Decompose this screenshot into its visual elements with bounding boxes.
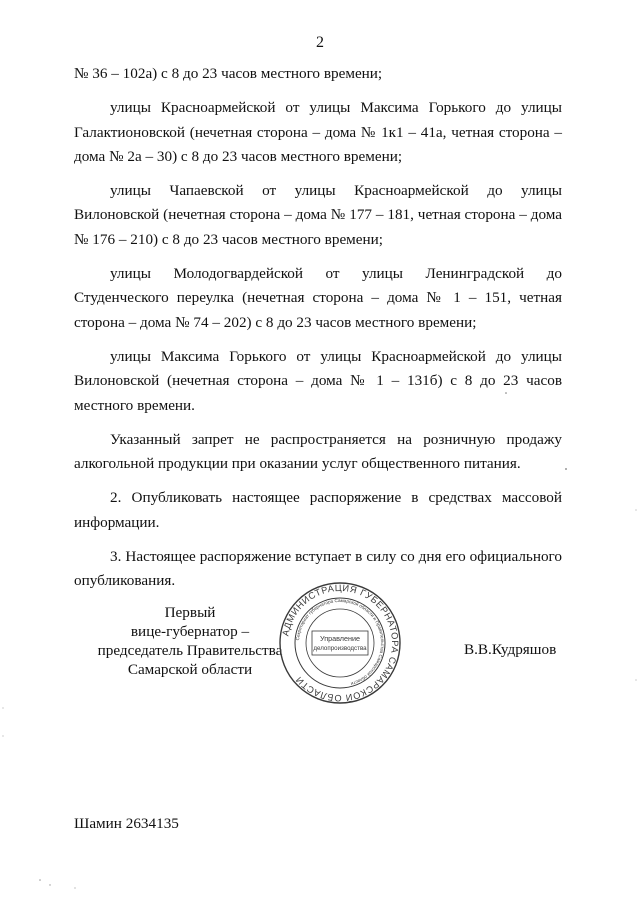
paragraph-chapaevskaya: улицы Чапаевской от улицы Красноармейской до улицы Вилоновской (нечетная сторона – дома № 177 – 181, четная сторона – дома № 176 – 210) с 8 до 23 часов местного времени; [74,182,562,248]
scan-speck [635,509,636,510]
signatory-title-line: Первый [164,604,216,621]
signatory-title-line: вице-губернатор – [130,623,250,640]
scan-speck [39,879,41,881]
paragraph-continuation: № 36 – 102а) с 8 до 23 часов местного времени; [74,65,383,82]
paragraph-maksima-gorkogo: улицы Максима Горького от улицы Красноармейской до улицы Вилоновской (нечетная сторона – дома № 1 – 131б) с 8 до 23 часов местного времени. [74,347,562,414]
scan-speck [565,468,567,470]
signatory-title-line: председатель Правительства [97,642,283,659]
paragraph-exception: Указанный запрет не распространяется на розничную продажу алкогольной продукции при оказании услуг общественного питания. [74,430,562,473]
scan-speck [2,707,3,708]
stamp-inner-ring [306,609,374,677]
signatory-title-line: Самарской области [127,661,253,678]
paragraph-item-3: 3. Настоящее распоряжение вступает в силу со дня его официального опубликования. [74,548,562,590]
paragraph-krasnoarmeyskaya: улицы Красноармейской от улицы Максима Горького до улицы Галактионовской (нечетная сторона – дома № 1к1 – 41а, четная сторона – дома № 2а – 30) с 8 до 23 часов местного времени; [74,99,562,165]
document-body [74,62,562,604]
stamp-center-line: Управление [320,634,360,643]
paragraph-item-2: 2. Опубликовать настоящее распоряжение в средствах массовой информации. [74,489,562,531]
stamp-inner-text: Секретариат губернатора Самарской области и Правительства Самарской области [295,597,386,687]
scan-speck [635,679,636,680]
scan-speck [2,735,3,736]
paragraph-molodogvardeyskaya: улицы Молодогвардейской от улицы Ленинградской до Студенческого переулка (нечетная сторона – дома № 1 – 151, четная сторона – дома № 74 – 202) с 8 до 23 часов местного времени; [74,265,562,331]
signatory-title [90,603,290,679]
stamp-outer-text: АДМИНИСТРАЦИЯ ГУБЕРНАТОРА САМАРСКОЙ ОБЛАСТИ [280,582,401,704]
official-stamp [278,581,402,705]
page-number: 2 [316,34,324,51]
executor-contact: Шамин 2634135 [74,815,179,832]
stamp-center-line: делопроизводства [313,645,367,652]
scan-speck [49,884,50,885]
scan-speck [74,887,75,888]
signatory-name: В.В.Кудряшов [464,641,557,658]
